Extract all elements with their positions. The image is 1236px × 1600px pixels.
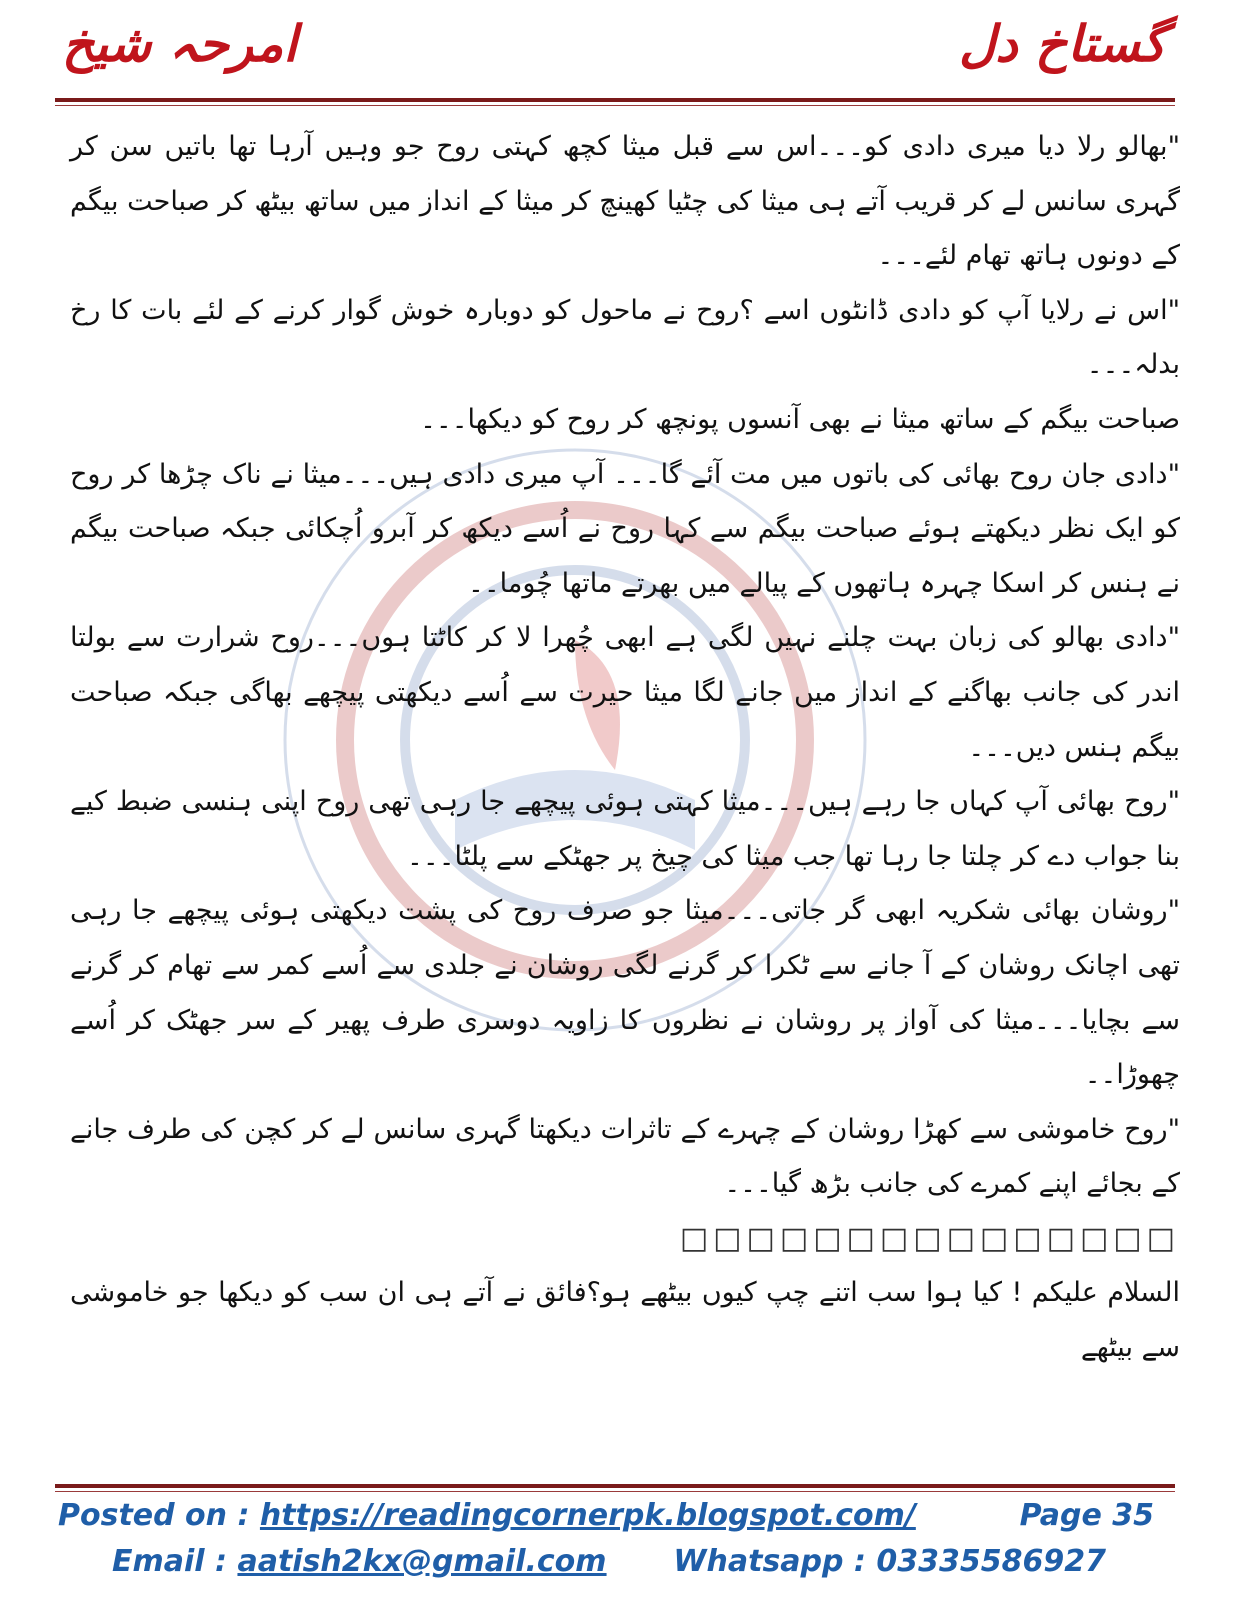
email-link[interactable]: aatish2kx@gmail.com <box>237 1544 607 1579</box>
scene-separator: □□□□□□□□□□□□□□□ <box>679 1220 1180 1256</box>
email-label: Email : <box>112 1544 238 1579</box>
book-title: گستاخ دل <box>958 14 1166 73</box>
footer-divider <box>55 1484 1175 1492</box>
paragraph: السلام علیکم ! کیا ہوا سب اتنے چپ کیوں بیٹھے ہو؟فائق نے آتے ہی ان سب کو دیکھا جو خاموشی سے بیٹھے <box>70 1277 1180 1364</box>
page-number: Page 35 <box>1019 1498 1154 1533</box>
author-name: امرحہ شیخ <box>62 14 298 73</box>
posted-label: Posted on : <box>58 1498 260 1533</box>
page-header <box>0 0 1236 110</box>
paragraph: "دادی جان روح بھائی کی باتوں میں مت آئے گا۔۔۔ آپ میری دادی ہیں۔۔۔میثا نے ناک چڑھا کر روح کو ایک نظر دیکھتے ہوئے صباحت بیگم سے کہا روح نے اُسے دیکھ کر آبرو اُچکائی جبکہ صباحت بیگم نے ہنس کر اسکا چہرہ ہاتھوں کے پیالے میں بھرتے ماتھا چُوما۔۔ <box>70 458 1180 599</box>
paragraph: صباحت بیگم کے ساتھ میثا نے بھی آنسوں پونچھ کر روح کو دیکھا۔۔۔ <box>420 403 1180 435</box>
email-line <box>112 1544 607 1579</box>
paragraph: "بھالو رلا دیا میری دادی کو۔۔۔اس سے قبل میثا کچھ کہتی روح جو وہیں آرہا تھا باتیں سن کر گہری سانس لے کر قریب آتے ہی میثا کی چٹیا کھینچ کر میثا کے انداز میں ساتھ بیٹھ کر صباحت بیگم کے دونوں ہاتھ تھام لئے۔۔۔ <box>70 131 1180 272</box>
paragraph: "روشان بھائی شکریہ ابھی گر جاتی۔۔۔میثا جو صرف روح کی پشت دیکھتی ہوئی پیچھے جا رہی تھی اچانک روشان کے آ جانے سے ٹکرا کر گرنے لگی روشان نے جلدی سے اُسے کمر سے تھام کر گرنے سے بچایا۔۔۔میثا کی آواز پر روشان نے نظروں کا زاویہ دوسری طرف پھیر کے سر جھٹک کر اُسے چھوڑا۔۔ <box>70 895 1180 1091</box>
blog-link[interactable]: https://readingcornerpk.blogspot.com/ <box>259 1498 916 1533</box>
chapter-body <box>70 120 1180 1376</box>
header-divider <box>55 98 1175 106</box>
whatsapp-number: Whatsapp : 03335586927 <box>673 1544 1106 1579</box>
paragraph: "اس نے رلایا آپ کو دادی ڈانٹوں اسے ؟روح نے ماحول کو دوبارہ خوش گوار کرنے کے لئے بات کا رخ بدلہ۔۔۔ <box>70 294 1180 381</box>
paragraph: "روح خاموشی سے کھڑا روشان کے چہرے کے تاثرات دیکھتا گہری سانس لے کر کچن کی طرف جانے کے بجائے اپنے کمرے کی جانب بڑھ گیا۔۔۔ <box>70 1113 1180 1200</box>
paragraph: "روح بھائی آپ کہاں جا رہے ہیں۔۔۔میثا کہتی ہوئی پیچھے جا رہی تھی روح اپنی ہنسی ضبط کیے بنا جواب دے کر چلتا جا رہا تھا جب میثا کی چیخ پر جھٹکے سے پلٹا۔۔۔ <box>70 786 1180 872</box>
paragraph: "دادی بھالو کی زبان بہت چلنے نہیں لگی ہے ابھی چُھرا لا کر کاٹتا ہوں۔۔۔روح شرارت سے بولتا اندر کی جانب بھاگنے کے انداز میں جانے لگا میثا حیرت سے اُسے دیکھتی پیچھے بھاگی جبکہ صباحت بیگم ہنس دیں۔۔۔ <box>70 622 1180 763</box>
page-footer <box>0 1498 1236 1598</box>
posted-on <box>58 1498 916 1533</box>
